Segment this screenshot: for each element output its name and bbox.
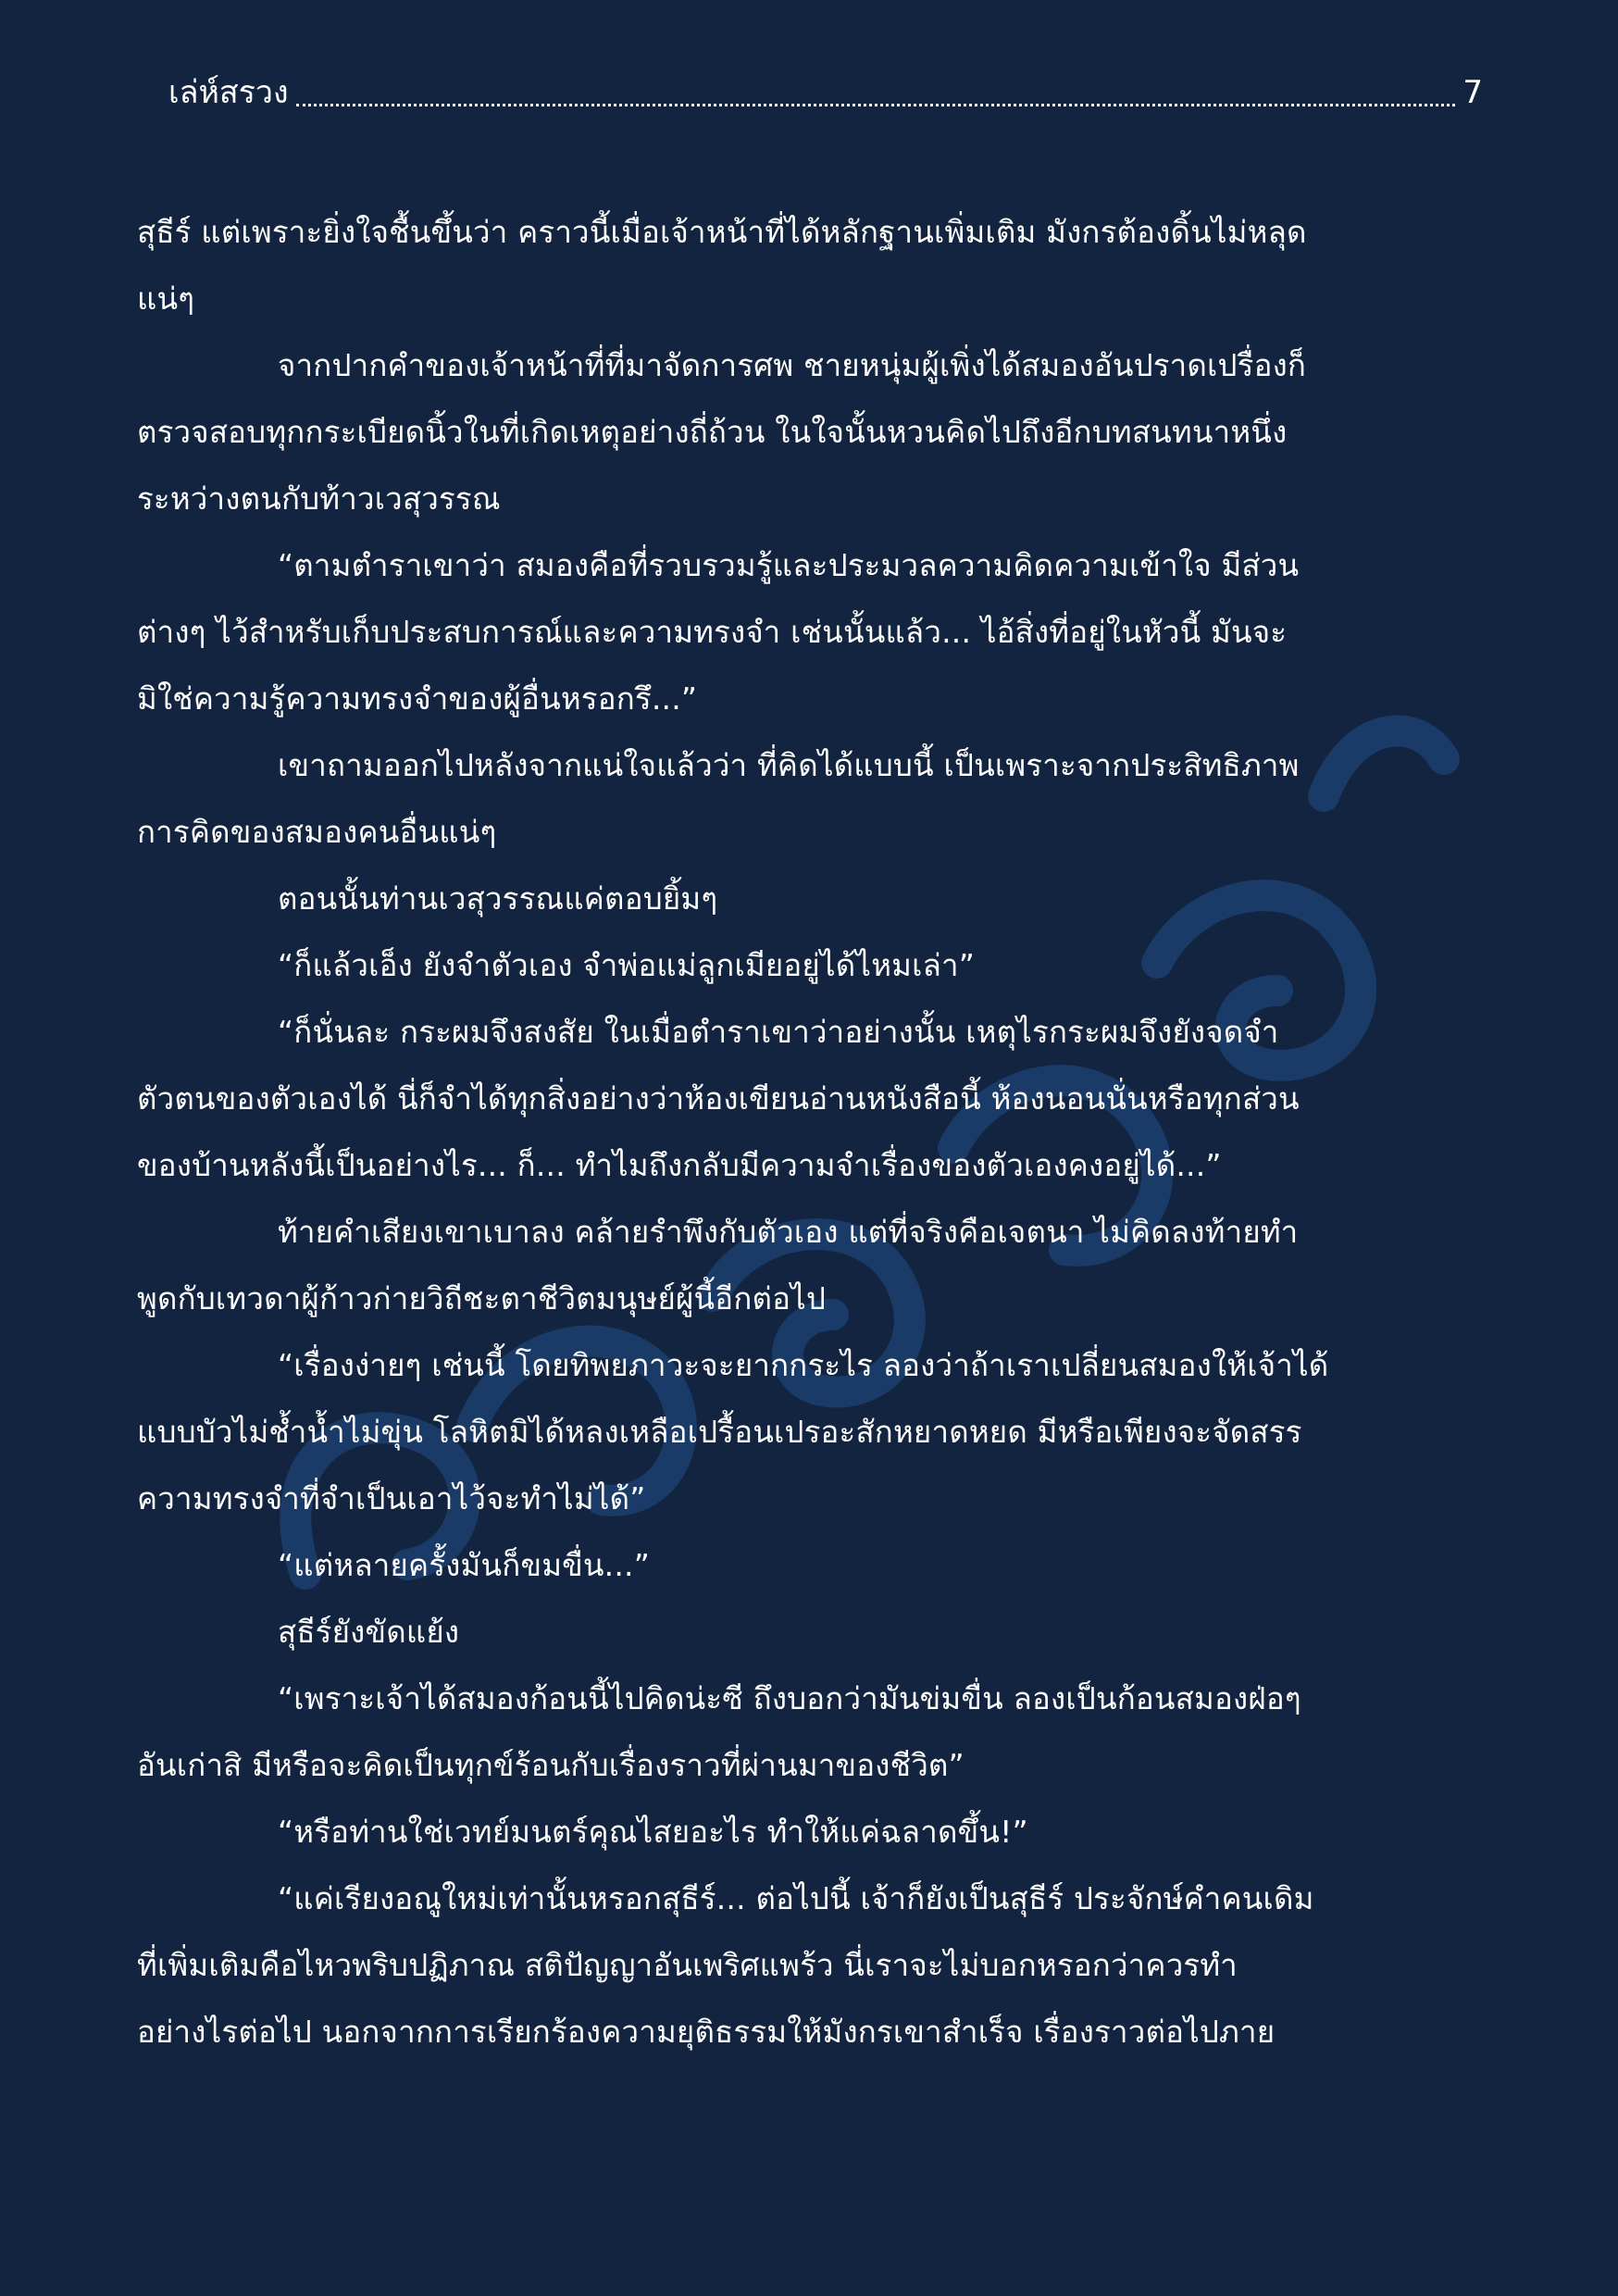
text-line: ต่างๆ ไว้สำหรับเก็บประสบการณ์และความทรงจำ เช่นนั้นแล้ว... ไอ้สิ่งที่อยู่ในหัวนี้ มันจะ [137,614,1288,650]
body-text [137,199,1470,2065]
text-line: “ตามตำราเขาว่า สมองคือที่รวบรวมรู้และประมวลความคิดความเข้าใจ มีส่วน [278,547,1300,583]
text-line: “แค่เรียงอณูใหม่เท่านั้นหรอกสุธีร์... ต่อไปนี้ เจ้าก็ยังเป็นสุธีร์ ประจักษ์คำคนเดิม [278,1880,1314,1916]
text-line: “เรื่องง่ายๆ เช่นนี้ โดยทิพยภาวะจะยากกระไร ลองว่าถ้าเราเปลี่ยนสมองให้เจ้าได้ [278,1347,1329,1383]
book-title: เล่ห์สรวง [168,74,289,111]
text-line: อันเก่าสิ มีหรือจะคิดเป็นทุกข์ร้อนกับเรื่องราวที่ผ่านมาของชีวิต” [137,1747,965,1783]
text-line: “ก็แล้วเอ็ง ยังจำตัวเอง จำพ่อแม่ลูกเมียอยู่ได้ไหมเล่า” [278,947,976,983]
text-line: ความทรงจำที่จำเป็นเอาไว้จะทำไม่ได้” [137,1480,646,1516]
text-line: จากปากคำของเจ้าหน้าที่ที่มาจัดการศพ ชายหนุ่มผู้เพิ่งได้สมองอันปราดเปรื่องก็ [278,347,1307,383]
text-line: แบบบัวไม่ช้ำน้ำไม่ขุ่น โลหิตมิได้หลงเหลือเปรื้อนเปรอะสักหยาดหยด มีหรือเพียงจะจัดสรร [137,1414,1302,1450]
text-line: ตรวจสอบทุกกระเบียดนิ้วในที่เกิดเหตุอย่างถี่ถ้วน ในใจนั้นหวนคิดไปถึงอีกบทสนทนาหนึ่ง [137,414,1288,450]
text-line: เขาถามออกไปหลังจากแน่ใจแล้วว่า ที่คิดได้แบบนี้ เป็นเพราะจากประสิทธิภาพ [278,747,1300,783]
text-line: “หรือท่านใช่เวทย์มนตร์คุณไสยอะไร ทำให้แค่ฉลาดขึ้น!” [278,1814,1028,1850]
page-header [168,65,1483,120]
text-line: ของบ้านหลังนี้เป็นอย่างไร... ก็... ทำไมถึงกลับมีความจำเรื่องของตัวเองคงอยู่ได้...” [137,1147,1222,1183]
text-line: การคิดของสมองคนอื่นแน่ๆ [137,814,497,850]
text-line: สุธีร์ แต่เพราะยิ่งใจชื้นขึ้นว่า คราวนี้เมื่อเจ้าหน้าที่ได้หลักฐานเพิ่มเติม มังกรต้องดิ้นไม่หลุด [137,214,1307,250]
text-line: สุธีร์ยังขัดแย้ง [278,1614,460,1650]
text-line: “ก็นั่นละ กระผมจึงสงสัย ในเมื่อตำราเขาว่าอย่างนั้น เหตุไรกระผมจึงยังจดจำ [278,1014,1279,1050]
text-line: “เพราะเจ้าได้สมองก้อนนี้ไปคิดน่ะซี ถึงบอกว่ามันข่มขื่น ลองเป็นก้อนสมองฝ่อๆ [278,1680,1301,1716]
page-number: 7 [1462,74,1483,111]
text-line: แน่ๆ [137,281,195,317]
header-dot-leader [296,104,1455,106]
text-line: “แต่หลายครั้งมันก็ขมขื่น...” [278,1547,651,1583]
text-line: ตัวตนของตัวเองได้ นี่ก็จำได้ทุกสิ่งอย่างว่าห้องเขียนอ่านหนังสือนี้ ห้องนอนนั่นหรือทุกส่วน [137,1080,1300,1117]
text-line: ระหว่างตนกับท้าวเวสุวรรณ [137,480,501,517]
text-line: ที่เพิ่มเติมคือไหวพริบปฏิภาณ สติปัญญาอันเพริศแพร้ว นี่เราจะไม่บอกหรอกว่าควรทำ [137,1947,1238,1983]
text-line: ท้ายคำเสียงเขาเบาลง คล้ายรำพึงกับตัวเอง แต่ที่จริงคือเจตนา ไม่คิดลงท้ายทำ [278,1214,1299,1250]
text-line: อย่างไรต่อไป นอกจากการเรียกร้องความยุติธรรมให้มังกรเขาสำเร็จ เรื่องราวต่อไปภาย [137,2014,1276,2050]
text-line: พูดกับเทวดาผู้ก้าวก่ายวิถีชะตาชีวิตมนุษย์ผู้นี้อีกต่อไป [137,1280,827,1316]
text-line: ตอนนั้นท่านเวสุวรรณแค่ตอบยิ้มๆ [278,880,718,917]
text-line: มิใช่ความรู้ความทรงจำของผู้อื่นหรอกรึ...” [137,680,698,717]
